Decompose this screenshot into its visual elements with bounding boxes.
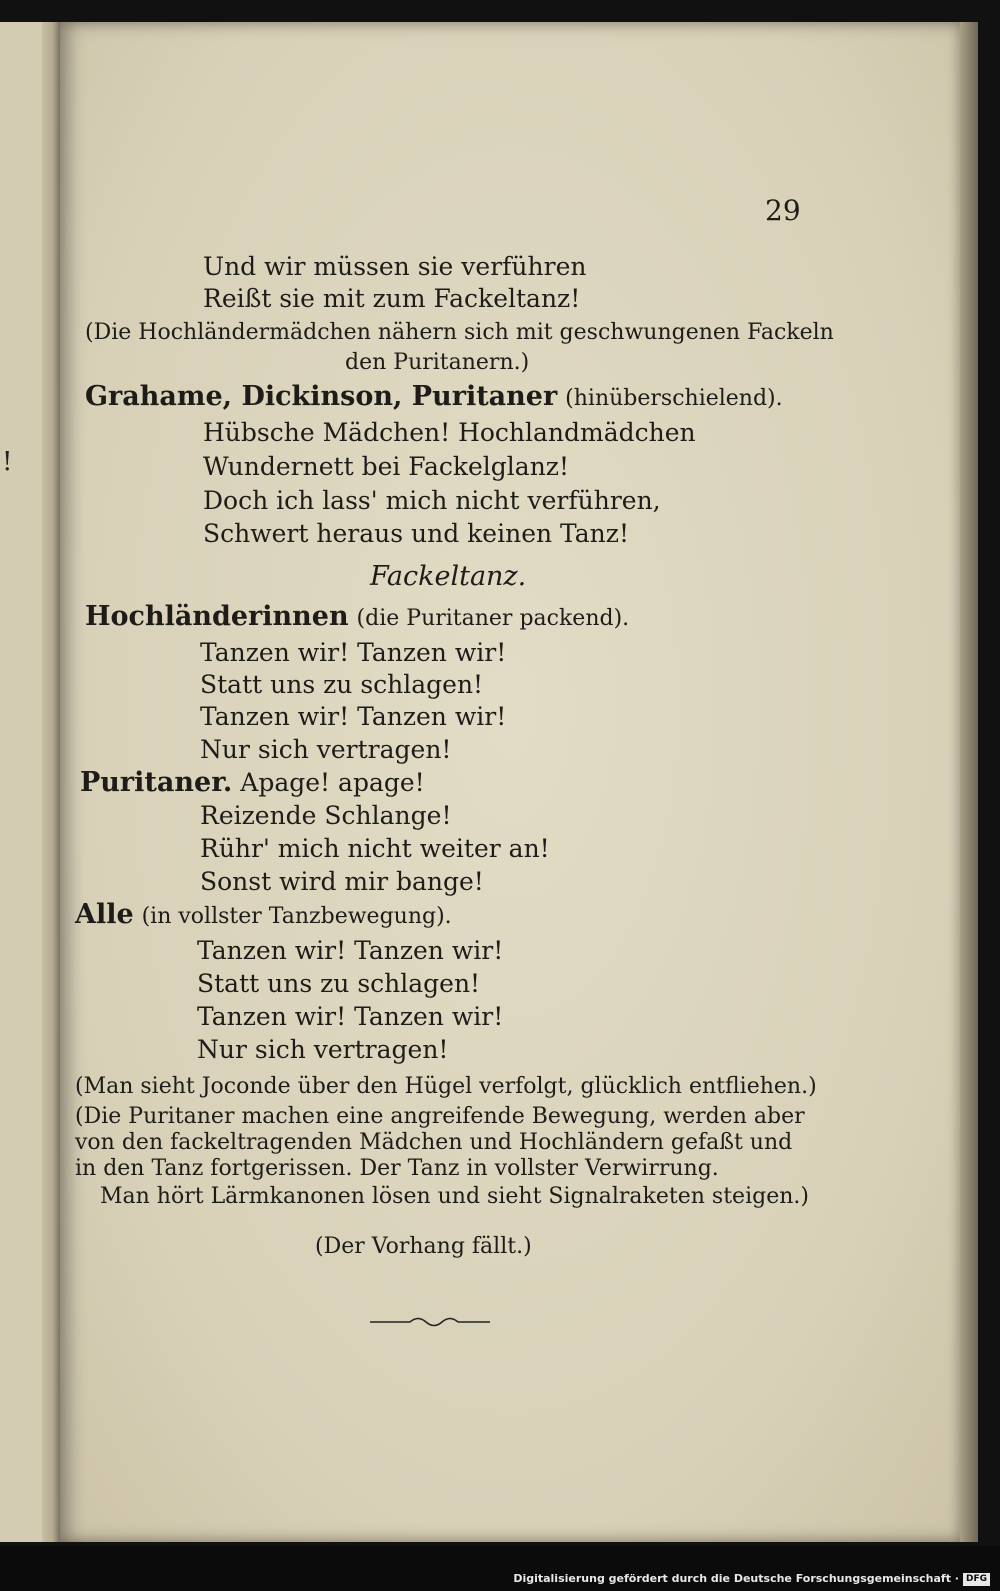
verse-line: Reißt sie mit zum Fackeltanz!	[203, 284, 581, 313]
left-page-edge	[0, 22, 42, 1542]
page-edge	[960, 22, 978, 1542]
verse-line: Reizende Schlange!	[200, 801, 452, 830]
speaker-text: Apage! apage!	[240, 768, 425, 797]
stage-direction: den Puritanern.)	[345, 350, 530, 375]
speaker-line	[85, 382, 783, 414]
verse-line: Doch ich lass' mich nicht verführen,	[203, 486, 661, 515]
verse-line: Tanzen wir! Tanzen wir!	[200, 702, 507, 731]
speaker-line	[75, 900, 452, 932]
stage-direction: in den Tanz fortgerissen. Der Tanz in vollster Verwirrung.	[75, 1156, 719, 1181]
speaker-direction: (in vollster Tanzbewegung).	[141, 904, 452, 929]
speaker-name: Alle	[75, 899, 134, 930]
verse-line: Nur sich vertragen!	[197, 1035, 449, 1064]
verse-line: Statt uns zu schlagen!	[197, 969, 481, 998]
speaker-direction: (die Puritaner packend).	[356, 606, 630, 631]
speaker-name: Puritaner.	[80, 767, 233, 798]
stage-direction: (Man sieht Joconde über den Hügel verfolgt, glücklich entfliehen.)	[75, 1074, 817, 1099]
ornament-divider	[370, 1312, 490, 1332]
speaker-direction: (hinüberschielend).	[565, 386, 783, 411]
verse-line: Wundernett bei Fackelglanz!	[203, 452, 570, 481]
digitization-credit	[513, 1572, 990, 1586]
section-heading: Fackeltanz.	[370, 561, 527, 592]
verse-line: Sonst wird mir bange!	[200, 867, 484, 896]
book-spine	[42, 22, 60, 1542]
stage-direction: von den fackeltragenden Mädchen und Hochländern gefaßt und	[75, 1130, 793, 1155]
verse-line: Tanzen wir! Tanzen wir!	[200, 638, 507, 667]
dfg-logo: DFG	[963, 1573, 990, 1586]
verse-line: Hübsche Mädchen! Hochlandmädchen	[203, 418, 696, 447]
speaker-line	[80, 768, 425, 798]
verse-line: Tanzen wir! Tanzen wir!	[197, 1002, 504, 1031]
left-page-fragment: !	[2, 447, 13, 477]
verse-line: Nur sich vertragen!	[200, 735, 452, 764]
speaker-name: Grahame, Dickinson, Puritaner	[85, 381, 558, 412]
stage-direction: (Die Puritaner machen eine angreifende Bewegung, werden aber	[75, 1104, 805, 1129]
credit-text: Digitalisierung gefördert durch die Deutsche Forschungsgemeinschaft ·	[513, 1572, 959, 1585]
verse-line: Tanzen wir! Tanzen wir!	[197, 936, 504, 965]
page-number: 29	[765, 194, 801, 227]
verse-line: Schwert heraus und keinen Tanz!	[203, 519, 629, 548]
stage-direction: (Die Hochländermädchen nähern sich mit geschwungenen Fackeln	[85, 320, 834, 345]
verse-line: Und wir müssen sie verführen	[203, 252, 587, 281]
verse-line: Rühr' mich nicht weiter an!	[200, 834, 550, 863]
speaker-name: Hochländerinnen	[85, 601, 349, 632]
speaker-line	[85, 602, 629, 634]
verse-line: Statt uns zu schlagen!	[200, 670, 484, 699]
curtain-note: (Der Vorhang fällt.)	[315, 1234, 532, 1259]
book-page	[60, 22, 960, 1542]
stage-direction: Man hört Lärmkanonen lösen und sieht Signalraketen steigen.)	[100, 1184, 809, 1209]
